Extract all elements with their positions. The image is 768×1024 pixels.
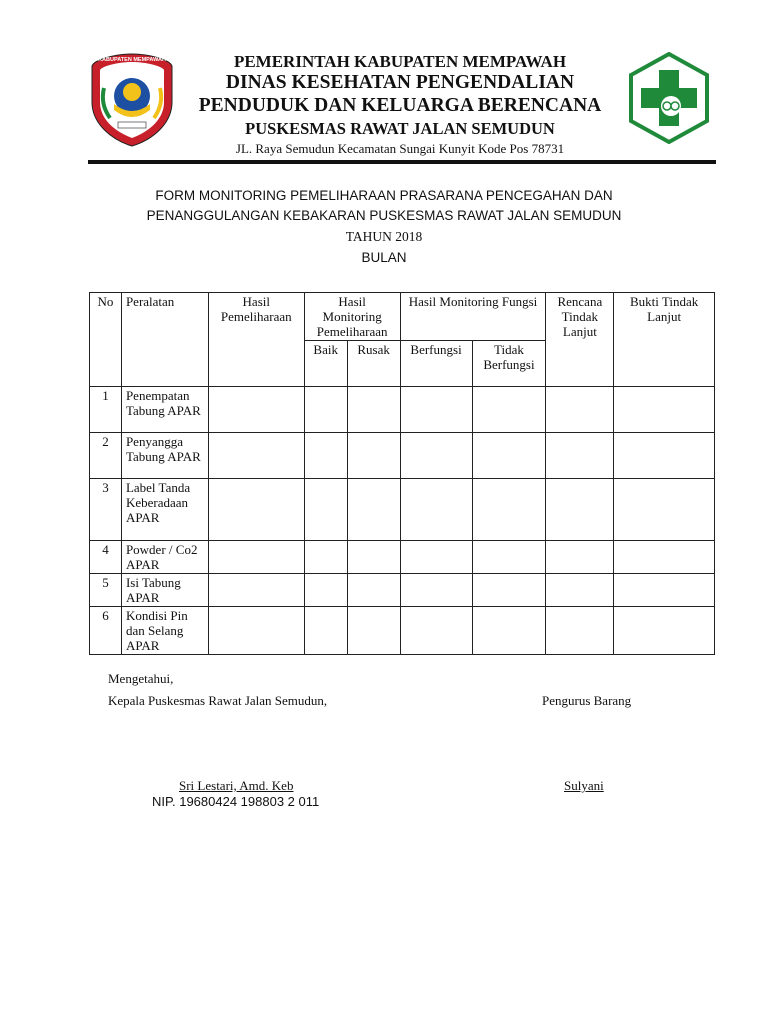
empty-cell[interactable] <box>304 574 347 607</box>
form-month: BULAN <box>361 250 407 265</box>
empty-cell[interactable] <box>400 574 472 607</box>
head-title: Kepala Puskesmas Rawat Jalan Semudun, <box>108 693 328 708</box>
empty-cell[interactable] <box>347 541 400 574</box>
empty-cell[interactable] <box>472 433 546 479</box>
row-number: 4 <box>90 541 122 574</box>
empty-cell[interactable] <box>472 387 546 433</box>
empty-cell[interactable] <box>400 479 472 541</box>
form-title-line-1: FORM MONITORING PEMELIHARAAN PRASARANA PENCEGAHAN DAN <box>155 188 613 203</box>
header-broken: Rusak <box>347 341 400 387</box>
row-equipment: Label Tanda Keberadaan APAR <box>121 479 208 541</box>
department-name-2: PENDUDUK DAN KELUARGA BERENCANA <box>198 95 602 116</box>
empty-cell[interactable] <box>208 574 304 607</box>
empty-cell[interactable] <box>546 479 614 541</box>
empty-cell[interactable] <box>614 433 715 479</box>
table-row <box>90 607 715 655</box>
empty-cell[interactable] <box>347 387 400 433</box>
head-nip: NIP. 19680424 198803 2 011 <box>152 794 320 809</box>
header-equipment: Peralatan <box>121 293 208 387</box>
empty-cell[interactable] <box>400 433 472 479</box>
empty-cell[interactable] <box>614 479 715 541</box>
form-year: TAHUN 2018 <box>345 229 423 244</box>
empty-cell[interactable] <box>208 479 304 541</box>
row-equipment: Penempatan Tabung APAR <box>121 387 208 433</box>
header-maintenance-result: Hasil Pemeliharaan <box>208 293 304 387</box>
header-maintenance-monitoring: Hasil Monitoring Pemeliharaan <box>304 293 400 341</box>
officer-title: Pengurus Barang <box>542 693 632 708</box>
empty-cell[interactable] <box>614 541 715 574</box>
table-row <box>90 574 715 607</box>
clinic-address: JL. Raya Semudun Kecamatan Sungai Kunyit Kode Pos 78731 <box>235 141 565 156</box>
regency-crest-icon <box>90 52 174 148</box>
acknowledged-label: Mengetahui, <box>108 671 174 686</box>
header-followup-plan: Rencana Tindak Lanjut <box>546 293 614 387</box>
empty-cell[interactable] <box>208 387 304 433</box>
monitoring-table <box>89 292 715 655</box>
empty-cell[interactable] <box>208 607 304 655</box>
row-equipment: Powder / Co2 APAR <box>121 541 208 574</box>
empty-cell[interactable] <box>546 607 614 655</box>
empty-cell[interactable] <box>546 387 614 433</box>
table-row <box>90 541 715 574</box>
empty-cell[interactable] <box>208 541 304 574</box>
government-name: PEMERINTAH KABUPATEN MEMPAWAH <box>233 52 567 71</box>
empty-cell[interactable] <box>347 479 400 541</box>
empty-cell[interactable] <box>546 574 614 607</box>
empty-cell[interactable] <box>304 479 347 541</box>
empty-cell[interactable] <box>347 607 400 655</box>
empty-cell[interactable] <box>472 607 546 655</box>
table-row <box>90 387 715 433</box>
table-row <box>90 433 715 479</box>
empty-cell[interactable] <box>208 433 304 479</box>
head-name: Sri Lestari, Amd. Keb <box>179 778 294 793</box>
svg-text:KABUPATEN MEMPAWAH: KABUPATEN MEMPAWAH <box>98 57 166 63</box>
row-equipment: Penyangga Tabung APAR <box>121 433 208 479</box>
row-number: 5 <box>90 574 122 607</box>
empty-cell[interactable] <box>472 479 546 541</box>
row-number: 2 <box>90 433 122 479</box>
header-not-functioning: Tidak Berfungsi <box>472 341 546 387</box>
row-number: 3 <box>90 479 122 541</box>
officer-name: Sulyani <box>564 778 604 793</box>
department-name-1: DINAS KESEHATAN PENGENDALIAN <box>225 72 575 93</box>
header-function-monitoring: Hasil Monitoring Fungsi <box>400 293 546 341</box>
row-number: 6 <box>90 607 122 655</box>
empty-cell[interactable] <box>400 541 472 574</box>
empty-cell[interactable] <box>304 541 347 574</box>
letterhead-divider <box>88 160 716 164</box>
empty-cell[interactable] <box>614 607 715 655</box>
empty-cell[interactable] <box>614 387 715 433</box>
header-functioning: Berfungsi <box>400 341 472 387</box>
empty-cell[interactable] <box>304 607 347 655</box>
empty-cell[interactable] <box>546 433 614 479</box>
empty-cell[interactable] <box>472 541 546 574</box>
empty-cell[interactable] <box>472 574 546 607</box>
row-equipment: Kondisi Pin dan Selang APAR <box>121 607 208 655</box>
row-number: 1 <box>90 387 122 433</box>
header-good: Baik <box>304 341 347 387</box>
empty-cell[interactable] <box>347 433 400 479</box>
puskesmas-cross-icon <box>627 52 711 144</box>
empty-cell[interactable] <box>304 433 347 479</box>
empty-cell[interactable] <box>400 387 472 433</box>
empty-cell[interactable] <box>304 387 347 433</box>
header-followup-evidence: Bukti Tindak Lanjut <box>614 293 715 387</box>
empty-cell[interactable] <box>400 607 472 655</box>
clinic-name: PUSKESMAS RAWAT JALAN SEMUDUN <box>245 119 555 138</box>
header-no: No <box>90 293 122 387</box>
row-equipment: Isi Tabung APAR <box>121 574 208 607</box>
empty-cell[interactable] <box>546 541 614 574</box>
table-row <box>90 479 715 541</box>
empty-cell[interactable] <box>614 574 715 607</box>
form-title-line-2: PENANGGULANGAN KEBAKARAN PUSKESMAS RAWAT JALAN SEMUDUN <box>146 208 622 223</box>
empty-cell[interactable] <box>347 574 400 607</box>
letterhead <box>180 52 620 158</box>
